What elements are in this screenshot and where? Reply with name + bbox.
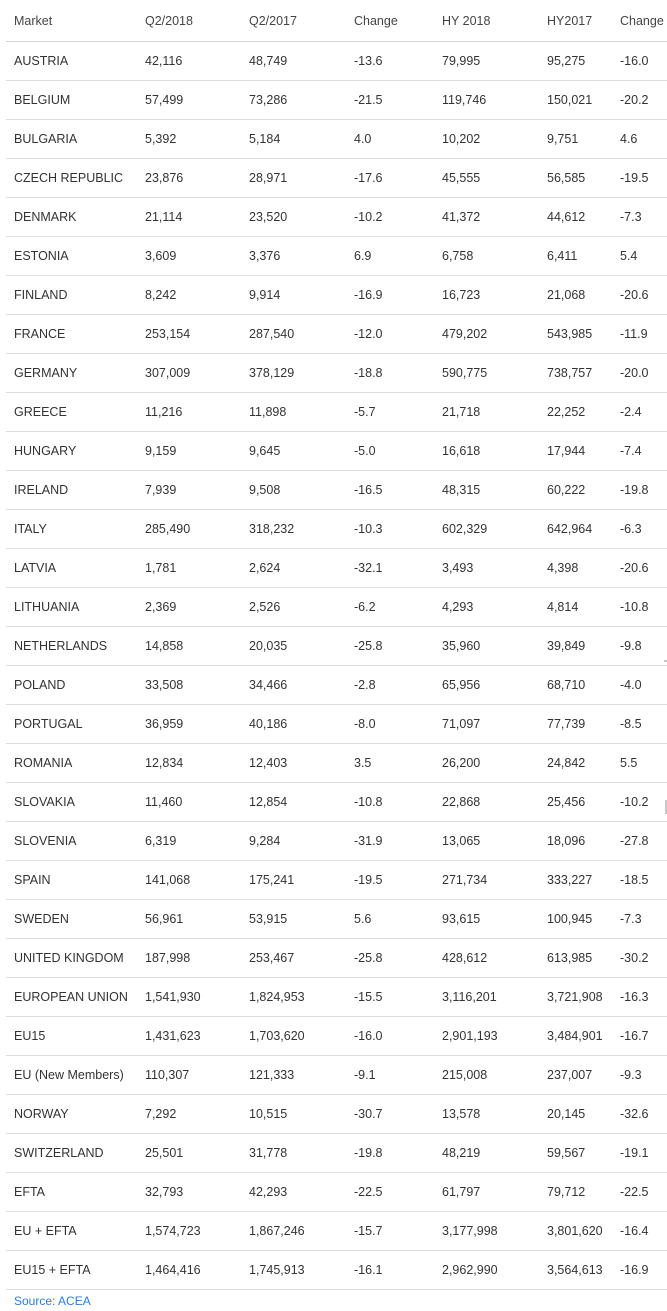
- value-cell: 100,945: [539, 900, 612, 939]
- table-row: [6, 744, 667, 783]
- value-cell: 479,202: [434, 315, 539, 354]
- market-name-cell: EU (New Members): [6, 1056, 137, 1095]
- value-cell: -25.8: [346, 627, 434, 666]
- value-cell: -16.9: [612, 1251, 667, 1290]
- value-cell: -22.5: [346, 1173, 434, 1212]
- table-row: [6, 1095, 667, 1134]
- value-cell: -2.8: [346, 666, 434, 705]
- value-cell: -7.3: [612, 198, 667, 237]
- value-cell: 2,624: [241, 549, 346, 588]
- market-name-cell: PORTUGAL: [6, 705, 137, 744]
- value-cell: 22,252: [539, 393, 612, 432]
- value-cell: 318,232: [241, 510, 346, 549]
- value-cell: 36,959: [137, 705, 241, 744]
- market-name-cell: ROMANIA: [6, 744, 137, 783]
- source-link[interactable]: Source: ACEA: [14, 1294, 91, 1308]
- value-cell: -6.3: [612, 510, 667, 549]
- value-cell: -32.6: [612, 1095, 667, 1134]
- value-cell: -10.8: [346, 783, 434, 822]
- value-cell: 44,612: [539, 198, 612, 237]
- market-name-cell: IRELAND: [6, 471, 137, 510]
- market-name-cell: LATVIA: [6, 549, 137, 588]
- value-cell: 56,585: [539, 159, 612, 198]
- value-cell: -7.3: [612, 900, 667, 939]
- market-name-cell: BELGIUM: [6, 81, 137, 120]
- value-cell: -30.7: [346, 1095, 434, 1134]
- value-cell: 285,490: [137, 510, 241, 549]
- value-cell: -16.1: [346, 1251, 434, 1290]
- market-name-cell: BULGARIA: [6, 120, 137, 159]
- value-cell: 9,914: [241, 276, 346, 315]
- value-cell: -10.2: [612, 783, 667, 822]
- market-name-cell: HUNGARY: [6, 432, 137, 471]
- market-name-cell: SWEDEN: [6, 900, 137, 939]
- value-cell: -9.8: [612, 627, 667, 666]
- market-name-cell: NETHERLANDS: [6, 627, 137, 666]
- table-row: [6, 1056, 667, 1095]
- value-cell: 4.0: [346, 120, 434, 159]
- value-cell: 12,834: [137, 744, 241, 783]
- table-row: [6, 900, 667, 939]
- value-cell: 1,745,913: [241, 1251, 346, 1290]
- value-cell: 11,216: [137, 393, 241, 432]
- table-row: [6, 861, 667, 900]
- market-name-cell: SLOVAKIA: [6, 783, 137, 822]
- value-cell: -18.8: [346, 354, 434, 393]
- value-cell: 271,734: [434, 861, 539, 900]
- table-row: [6, 81, 667, 120]
- value-cell: 9,508: [241, 471, 346, 510]
- value-cell: -16.0: [346, 1017, 434, 1056]
- value-cell: 287,540: [241, 315, 346, 354]
- value-cell: 24,842: [539, 744, 612, 783]
- value-cell: -19.5: [346, 861, 434, 900]
- value-cell: -20.6: [612, 549, 667, 588]
- market-name-cell: UNITED KINGDOM: [6, 939, 137, 978]
- value-cell: -19.1: [612, 1134, 667, 1173]
- value-cell: 17,944: [539, 432, 612, 471]
- value-cell: 14,858: [137, 627, 241, 666]
- value-cell: 1,824,953: [241, 978, 346, 1017]
- value-cell: 5.4: [612, 237, 667, 276]
- market-name-cell: ITALY: [6, 510, 137, 549]
- value-cell: 1,703,620: [241, 1017, 346, 1056]
- value-cell: 110,307: [137, 1056, 241, 1095]
- value-cell: 93,615: [434, 900, 539, 939]
- value-cell: 9,284: [241, 822, 346, 861]
- table-row: [6, 276, 667, 315]
- value-cell: 215,008: [434, 1056, 539, 1095]
- value-cell: 21,114: [137, 198, 241, 237]
- value-cell: -32.1: [346, 549, 434, 588]
- value-cell: 1,431,623: [137, 1017, 241, 1056]
- value-cell: 11,460: [137, 783, 241, 822]
- value-cell: 3,801,620: [539, 1212, 612, 1251]
- value-cell: -11.9: [612, 315, 667, 354]
- value-cell: 71,097: [434, 705, 539, 744]
- value-cell: 48,219: [434, 1134, 539, 1173]
- value-cell: 378,129: [241, 354, 346, 393]
- value-cell: 13,065: [434, 822, 539, 861]
- value-cell: 738,757: [539, 354, 612, 393]
- value-cell: -19.8: [346, 1134, 434, 1173]
- value-cell: -10.2: [346, 198, 434, 237]
- value-cell: 602,329: [434, 510, 539, 549]
- value-cell: 187,998: [137, 939, 241, 978]
- value-cell: 3,564,613: [539, 1251, 612, 1290]
- value-cell: -9.1: [346, 1056, 434, 1095]
- table-body: [6, 42, 667, 1290]
- table-header: [6, 0, 667, 42]
- value-cell: 60,222: [539, 471, 612, 510]
- value-cell: -5.7: [346, 393, 434, 432]
- table-row: [6, 666, 667, 705]
- value-cell: -15.7: [346, 1212, 434, 1251]
- value-cell: 5,184: [241, 120, 346, 159]
- value-cell: 18,096: [539, 822, 612, 861]
- value-cell: 23,520: [241, 198, 346, 237]
- value-cell: 13,578: [434, 1095, 539, 1134]
- value-cell: 3,116,201: [434, 978, 539, 1017]
- table-row: [6, 120, 667, 159]
- value-cell: 11,898: [241, 393, 346, 432]
- value-cell: 175,241: [241, 861, 346, 900]
- value-cell: 20,035: [241, 627, 346, 666]
- registrations-table: [6, 0, 667, 1290]
- value-cell: 25,456: [539, 783, 612, 822]
- value-cell: 6.9: [346, 237, 434, 276]
- value-cell: 3,376: [241, 237, 346, 276]
- value-cell: 9,751: [539, 120, 612, 159]
- table-row: [6, 705, 667, 744]
- value-cell: 121,333: [241, 1056, 346, 1095]
- table-row: [6, 510, 667, 549]
- value-cell: 613,985: [539, 939, 612, 978]
- value-cell: -20.2: [612, 81, 667, 120]
- value-cell: -16.4: [612, 1212, 667, 1251]
- value-cell: 5,392: [137, 120, 241, 159]
- value-cell: 543,985: [539, 315, 612, 354]
- market-name-cell: EUROPEAN UNION: [6, 978, 137, 1017]
- value-cell: 2,901,193: [434, 1017, 539, 1056]
- value-cell: 3,493: [434, 549, 539, 588]
- value-cell: -13.6: [346, 42, 434, 81]
- value-cell: -20.0: [612, 354, 667, 393]
- value-cell: 9,645: [241, 432, 346, 471]
- value-cell: 3,721,908: [539, 978, 612, 1017]
- value-cell: -16.9: [346, 276, 434, 315]
- value-cell: 65,956: [434, 666, 539, 705]
- value-cell: 21,718: [434, 393, 539, 432]
- value-cell: 95,275: [539, 42, 612, 81]
- value-cell: 150,021: [539, 81, 612, 120]
- value-cell: -15.5: [346, 978, 434, 1017]
- market-name-cell: EU15 + EFTA: [6, 1251, 137, 1290]
- table-row: [6, 159, 667, 198]
- value-cell: 141,068: [137, 861, 241, 900]
- value-cell: -27.8: [612, 822, 667, 861]
- value-cell: 590,775: [434, 354, 539, 393]
- value-cell: 1,781: [137, 549, 241, 588]
- value-cell: -20.6: [612, 276, 667, 315]
- market-name-cell: CZECH REPUBLIC: [6, 159, 137, 198]
- value-cell: 253,154: [137, 315, 241, 354]
- value-cell: 642,964: [539, 510, 612, 549]
- value-cell: 2,526: [241, 588, 346, 627]
- value-cell: 5.6: [346, 900, 434, 939]
- table-row: [6, 1173, 667, 1212]
- value-cell: -16.7: [612, 1017, 667, 1056]
- column-header: Change: [346, 0, 434, 42]
- market-name-cell: SPAIN: [6, 861, 137, 900]
- market-name-cell: AUSTRIA: [6, 42, 137, 81]
- value-cell: 33,508: [137, 666, 241, 705]
- value-cell: -5.0: [346, 432, 434, 471]
- value-cell: -18.5: [612, 861, 667, 900]
- value-cell: 48,315: [434, 471, 539, 510]
- value-cell: -10.3: [346, 510, 434, 549]
- table-row: [6, 315, 667, 354]
- value-cell: 40,186: [241, 705, 346, 744]
- table-row: [6, 1251, 667, 1290]
- table-row: [6, 354, 667, 393]
- table-row: [6, 42, 667, 81]
- column-header: HY 2018: [434, 0, 539, 42]
- value-cell: 20,145: [539, 1095, 612, 1134]
- header-row: [6, 0, 667, 42]
- market-name-cell: NORWAY: [6, 1095, 137, 1134]
- value-cell: -21.5: [346, 81, 434, 120]
- value-cell: 48,749: [241, 42, 346, 81]
- value-cell: -16.0: [612, 42, 667, 81]
- value-cell: -9.3: [612, 1056, 667, 1095]
- value-cell: 6,319: [137, 822, 241, 861]
- value-cell: 2,369: [137, 588, 241, 627]
- value-cell: 3,609: [137, 237, 241, 276]
- value-cell: 307,009: [137, 354, 241, 393]
- column-header: HY2017: [539, 0, 612, 42]
- value-cell: -4.0: [612, 666, 667, 705]
- table-row: [6, 432, 667, 471]
- market-name-cell: GERMANY: [6, 354, 137, 393]
- value-cell: -19.5: [612, 159, 667, 198]
- value-cell: -8.0: [346, 705, 434, 744]
- table-row: [6, 549, 667, 588]
- value-cell: 79,995: [434, 42, 539, 81]
- value-cell: -30.2: [612, 939, 667, 978]
- value-cell: 28,971: [241, 159, 346, 198]
- value-cell: 7,292: [137, 1095, 241, 1134]
- value-cell: 10,515: [241, 1095, 346, 1134]
- market-name-cell: ESTONIA: [6, 237, 137, 276]
- value-cell: -6.2: [346, 588, 434, 627]
- table-row: [6, 588, 667, 627]
- value-cell: 41,372: [434, 198, 539, 237]
- market-name-cell: DENMARK: [6, 198, 137, 237]
- value-cell: 10,202: [434, 120, 539, 159]
- value-cell: 42,116: [137, 42, 241, 81]
- table-row: [6, 1017, 667, 1056]
- value-cell: 73,286: [241, 81, 346, 120]
- value-cell: 5.5: [612, 744, 667, 783]
- value-cell: 4.6: [612, 120, 667, 159]
- value-cell: 16,723: [434, 276, 539, 315]
- value-cell: 4,814: [539, 588, 612, 627]
- table-row: [6, 198, 667, 237]
- value-cell: -17.6: [346, 159, 434, 198]
- table-row: [6, 237, 667, 276]
- market-name-cell: SWITZERLAND: [6, 1134, 137, 1173]
- table-row: [6, 978, 667, 1017]
- value-cell: -8.5: [612, 705, 667, 744]
- value-cell: 77,739: [539, 705, 612, 744]
- value-cell: -2.4: [612, 393, 667, 432]
- market-name-cell: EU15: [6, 1017, 137, 1056]
- value-cell: 53,915: [241, 900, 346, 939]
- value-cell: 31,778: [241, 1134, 346, 1173]
- market-name-cell: EU + EFTA: [6, 1212, 137, 1251]
- value-cell: -19.8: [612, 471, 667, 510]
- value-cell: 22,868: [434, 783, 539, 822]
- value-cell: 253,467: [241, 939, 346, 978]
- value-cell: 4,293: [434, 588, 539, 627]
- value-cell: 26,200: [434, 744, 539, 783]
- table-row: [6, 939, 667, 978]
- market-name-cell: GREECE: [6, 393, 137, 432]
- value-cell: 56,961: [137, 900, 241, 939]
- value-cell: -25.8: [346, 939, 434, 978]
- column-header: Q2/2018: [137, 0, 241, 42]
- value-cell: 333,227: [539, 861, 612, 900]
- table-row: [6, 822, 667, 861]
- table-row: [6, 393, 667, 432]
- value-cell: 39,849: [539, 627, 612, 666]
- value-cell: 237,007: [539, 1056, 612, 1095]
- value-cell: 16,618: [434, 432, 539, 471]
- value-cell: 59,567: [539, 1134, 612, 1173]
- value-cell: -16.5: [346, 471, 434, 510]
- value-cell: 1,464,416: [137, 1251, 241, 1290]
- value-cell: 25,501: [137, 1134, 241, 1173]
- column-header: Change: [612, 0, 667, 42]
- value-cell: 3.5: [346, 744, 434, 783]
- table-row: [6, 627, 667, 666]
- value-cell: 35,960: [434, 627, 539, 666]
- value-cell: 68,710: [539, 666, 612, 705]
- value-cell: 1,867,246: [241, 1212, 346, 1251]
- value-cell: 32,793: [137, 1173, 241, 1212]
- value-cell: -22.5: [612, 1173, 667, 1212]
- table-row: [6, 783, 667, 822]
- value-cell: 6,411: [539, 237, 612, 276]
- value-cell: 61,797: [434, 1173, 539, 1212]
- column-header: Market: [6, 0, 137, 42]
- market-name-cell: FINLAND: [6, 276, 137, 315]
- value-cell: 1,541,930: [137, 978, 241, 1017]
- column-header: Q2/2017: [241, 0, 346, 42]
- value-cell: 34,466: [241, 666, 346, 705]
- value-cell: 21,068: [539, 276, 612, 315]
- value-cell: 79,712: [539, 1173, 612, 1212]
- value-cell: 45,555: [434, 159, 539, 198]
- market-name-cell: EFTA: [6, 1173, 137, 1212]
- value-cell: 428,612: [434, 939, 539, 978]
- market-name-cell: FRANCE: [6, 315, 137, 354]
- market-name-cell: LITHUANIA: [6, 588, 137, 627]
- value-cell: 3,484,901: [539, 1017, 612, 1056]
- value-cell: 8,242: [137, 276, 241, 315]
- table-row: [6, 1134, 667, 1173]
- value-cell: 57,499: [137, 81, 241, 120]
- market-name-cell: POLAND: [6, 666, 137, 705]
- value-cell: 2,962,990: [434, 1251, 539, 1290]
- value-cell: 119,746: [434, 81, 539, 120]
- value-cell: 6,758: [434, 237, 539, 276]
- table-row: [6, 471, 667, 510]
- value-cell: 7,939: [137, 471, 241, 510]
- value-cell: 1,574,723: [137, 1212, 241, 1251]
- value-cell: 42,293: [241, 1173, 346, 1212]
- value-cell: -7.4: [612, 432, 667, 471]
- value-cell: 4,398: [539, 549, 612, 588]
- value-cell: 3,177,998: [434, 1212, 539, 1251]
- value-cell: -10.8: [612, 588, 667, 627]
- value-cell: -12.0: [346, 315, 434, 354]
- value-cell: 9,159: [137, 432, 241, 471]
- market-name-cell: SLOVENIA: [6, 822, 137, 861]
- table-row: [6, 1212, 667, 1251]
- value-cell: -31.9: [346, 822, 434, 861]
- value-cell: 12,403: [241, 744, 346, 783]
- registrations-table-container: [6, 0, 667, 1290]
- value-cell: 12,854: [241, 783, 346, 822]
- value-cell: 23,876: [137, 159, 241, 198]
- value-cell: -16.3: [612, 978, 667, 1017]
